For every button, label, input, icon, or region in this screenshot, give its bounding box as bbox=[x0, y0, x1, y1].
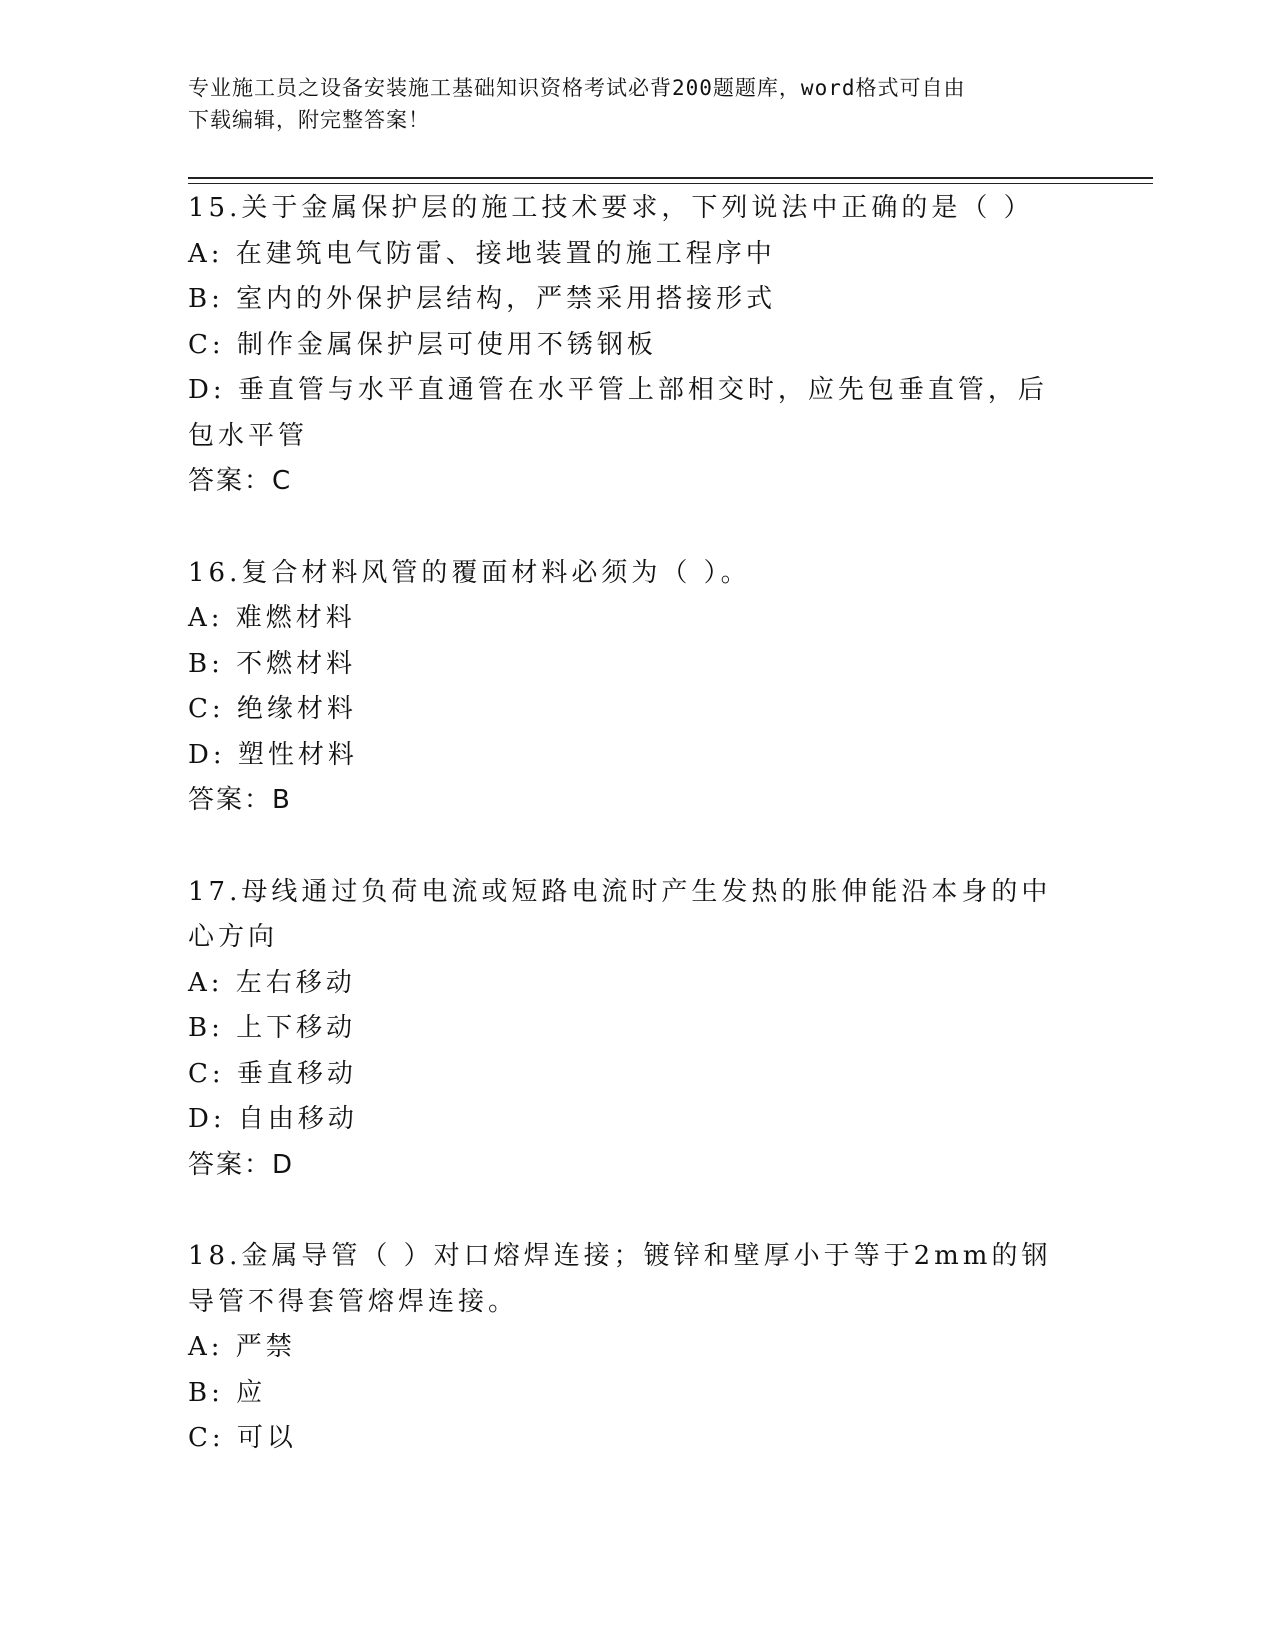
option-b: B: 应 bbox=[188, 1377, 267, 1408]
option-b: B: 上下移动 bbox=[188, 1013, 357, 1043]
question-15 bbox=[188, 186, 1068, 505]
question-stem: 18.金属导管（ ）对口熔焊连接；镀锌和壁厚小于等于2mm的钢导管不得套管熔焊连接。 bbox=[188, 1241, 1052, 1317]
document-header bbox=[188, 72, 1068, 136]
answer-label: 答案：B bbox=[188, 785, 292, 815]
question-17 bbox=[188, 870, 1068, 1189]
question-18 bbox=[188, 1234, 1068, 1462]
question-stem: 16.复合材料风管的覆面材料必须为（ ）。 bbox=[188, 557, 751, 588]
question-stem: 17.母线通过负荷电流或短路电流时产生发热的胀伸能沿本身的中心方向 bbox=[188, 876, 1052, 952]
question-16 bbox=[188, 551, 1068, 824]
option-d: D: 塑性材料 bbox=[188, 739, 358, 770]
header-divider-thick bbox=[188, 177, 1153, 179]
option-a: A: 在建筑电气防雷、接地装置的施工程序中 bbox=[188, 238, 776, 269]
option-a: A: 严禁 bbox=[188, 1332, 296, 1362]
option-d: D: 自由移动 bbox=[188, 1104, 358, 1134]
question-stem: 15.关于金属保护层的施工技术要求，下列说法中正确的是（ ） bbox=[188, 193, 1034, 223]
option-d: D: 垂直管与水平直通管在水平管上部相交时，应先包垂直管，后包水平管 bbox=[188, 375, 1048, 451]
option-a: A: 左右移动 bbox=[188, 967, 356, 998]
answer-label: 答案：D bbox=[188, 1149, 295, 1180]
header-line-2: 下载编辑，附完整答案！ bbox=[188, 108, 430, 132]
answer-label: 答案：C bbox=[188, 466, 293, 496]
option-c: C: 垂直移动 bbox=[188, 1058, 357, 1089]
option-c: C: 制作金属保护层可使用不锈钢板 bbox=[188, 329, 657, 360]
option-c: C: 可以 bbox=[188, 1423, 297, 1453]
option-b: B: 不燃材料 bbox=[188, 648, 357, 679]
option-b: B: 室内的外保护层结构，严禁采用搭接形式 bbox=[188, 284, 777, 314]
question-list bbox=[188, 186, 1068, 1508]
option-a: A: 难燃材料 bbox=[188, 603, 356, 633]
option-c: C: 绝缘材料 bbox=[188, 694, 357, 724]
header-divider-thin bbox=[188, 183, 1153, 184]
header-line-1: 专业施工员之设备安装施工基础知识资格考试必背200题题库，word格式可自由 bbox=[188, 76, 966, 100]
